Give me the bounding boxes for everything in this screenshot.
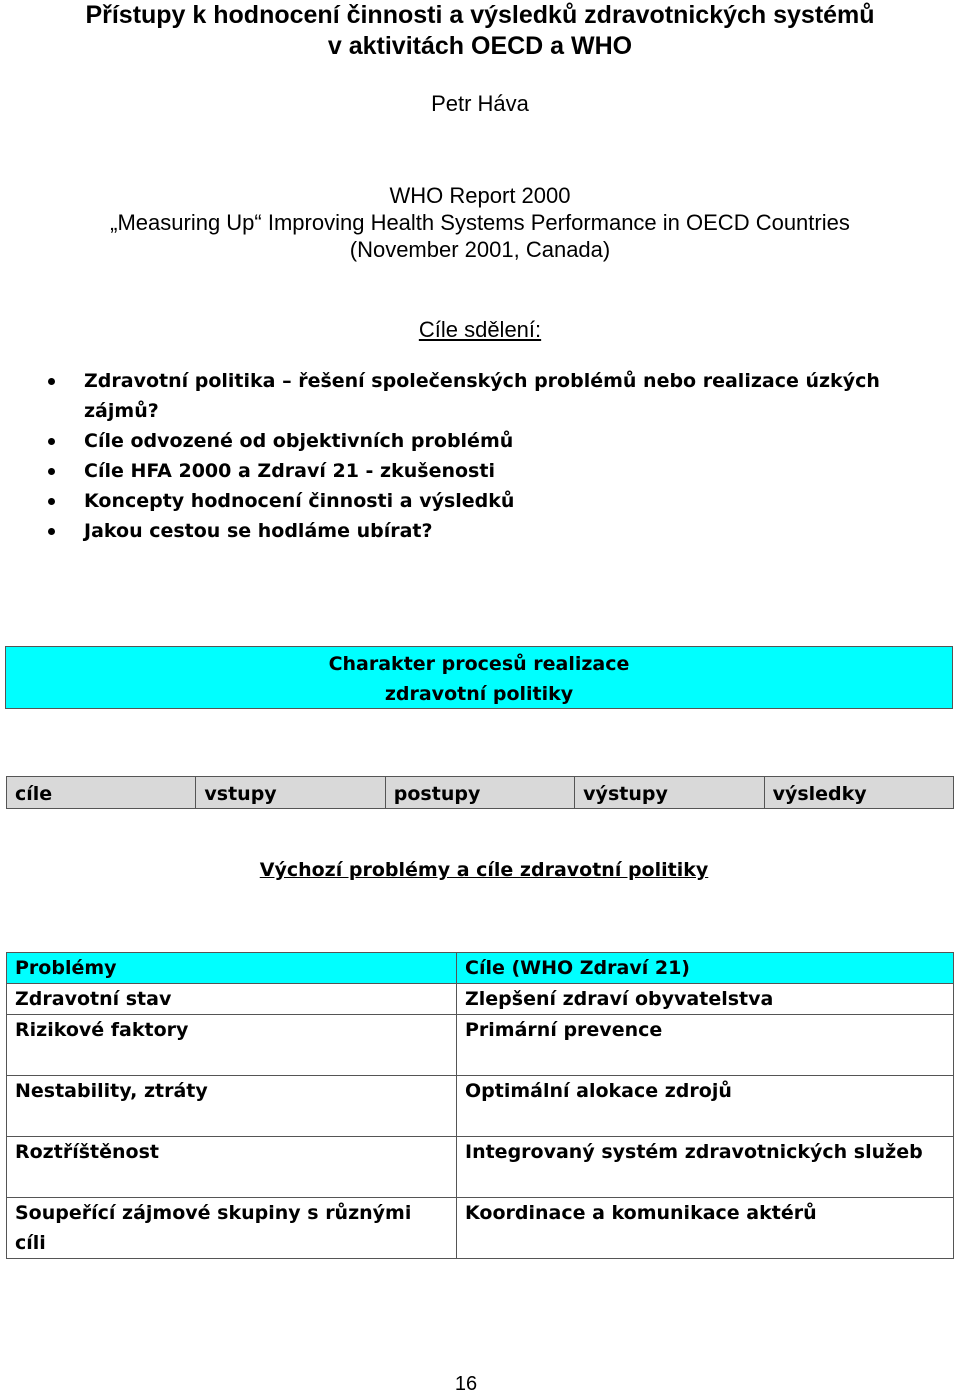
process-banner: [5, 646, 953, 709]
author: Petr Háva: [431, 91, 529, 116]
problem-cell: Soupeřící zájmové skupiny s různými cíli: [7, 1198, 457, 1259]
goals-list-item: [48, 456, 928, 486]
problem-cell: Rizikové faktory: [7, 1015, 457, 1076]
bullet-icon: [48, 528, 55, 535]
report-line-1: WHO Report 2000: [389, 183, 571, 208]
process-stage-cell: postupy: [385, 777, 574, 809]
goal-cell: Integrovaný systém zdravotnických služeb: [457, 1137, 954, 1198]
bullet-icon: [48, 468, 55, 475]
document-title: [0, 0, 960, 62]
goals-list-item: [48, 366, 928, 426]
problem-cell: Nestability, ztráty: [7, 1076, 457, 1137]
problem-cell: Roztříštěnost: [7, 1137, 457, 1198]
bullet-icon: [48, 438, 55, 445]
process-stage-cell: cíle: [7, 777, 196, 809]
header-problems: Problémy: [7, 953, 457, 984]
goal-cell: Primární prevence: [457, 1015, 954, 1076]
process-stages-row: [7, 777, 954, 809]
title-line-1: Přístupy k hodnocení činnosti a výsledků zdravotnických systémů: [85, 1, 875, 29]
goal-text: Jakou cestou se hodláme ubírat?: [84, 520, 433, 542]
banner-line-1: Charakter procesů realizace: [328, 653, 630, 675]
goal-text: Zdravotní politika – řešení společenských problémů nebo realizace úzkých zájmů?: [84, 370, 880, 422]
goal-text: Cíle odvozené od objektivních problémů: [84, 430, 514, 452]
table-header-row: [7, 953, 954, 984]
title-line-2: v aktivitách OECD a WHO: [327, 32, 633, 60]
report-references: [0, 182, 960, 263]
problems-heading: Výchozí problémy a cíle zdravotní politiky: [259, 859, 709, 881]
goals-list-item: [48, 486, 928, 516]
table-row: [7, 984, 954, 1015]
table-row: [7, 1198, 954, 1259]
process-stages-table: [6, 776, 954, 809]
process-stage-cell: výsledky: [764, 777, 953, 809]
goals-heading: Cíle sdělení:: [418, 317, 542, 342]
report-line-3: (November 2001, Canada): [349, 237, 611, 262]
bullet-icon: [48, 378, 55, 385]
goals-list: [48, 366, 928, 546]
process-stage-cell: vstupy: [196, 777, 385, 809]
bullet-icon: [48, 498, 55, 505]
table-row: [7, 1076, 954, 1137]
header-goals: Cíle (WHO Zdraví 21): [457, 953, 954, 984]
process-stage-cell: výstupy: [575, 777, 764, 809]
goal-cell: Koordinace a komunikace aktérů: [457, 1198, 954, 1259]
report-line-2: „Measuring Up“ Improving Health Systems Performance in OECD Countries: [110, 210, 850, 235]
problem-cell: Zdravotní stav: [7, 984, 457, 1015]
page-number: 16: [454, 1373, 478, 1395]
problems-goals-table: [6, 952, 954, 1259]
goals-list-item: [48, 426, 928, 456]
goal-cell: Zlepšení zdraví obyvatelstva: [457, 984, 954, 1015]
goal-cell: Optimální alokace zdrojů: [457, 1076, 954, 1137]
table-row: [7, 1015, 954, 1076]
goals-list-item: [48, 516, 928, 546]
goal-text: Koncepty hodnocení činnosti a výsledků: [84, 490, 515, 512]
banner-line-2: zdravotní politiky: [384, 683, 574, 705]
goal-text: Cíle HFA 2000 a Zdraví 21 - zkušenosti: [84, 460, 495, 482]
table-row: [7, 1137, 954, 1198]
